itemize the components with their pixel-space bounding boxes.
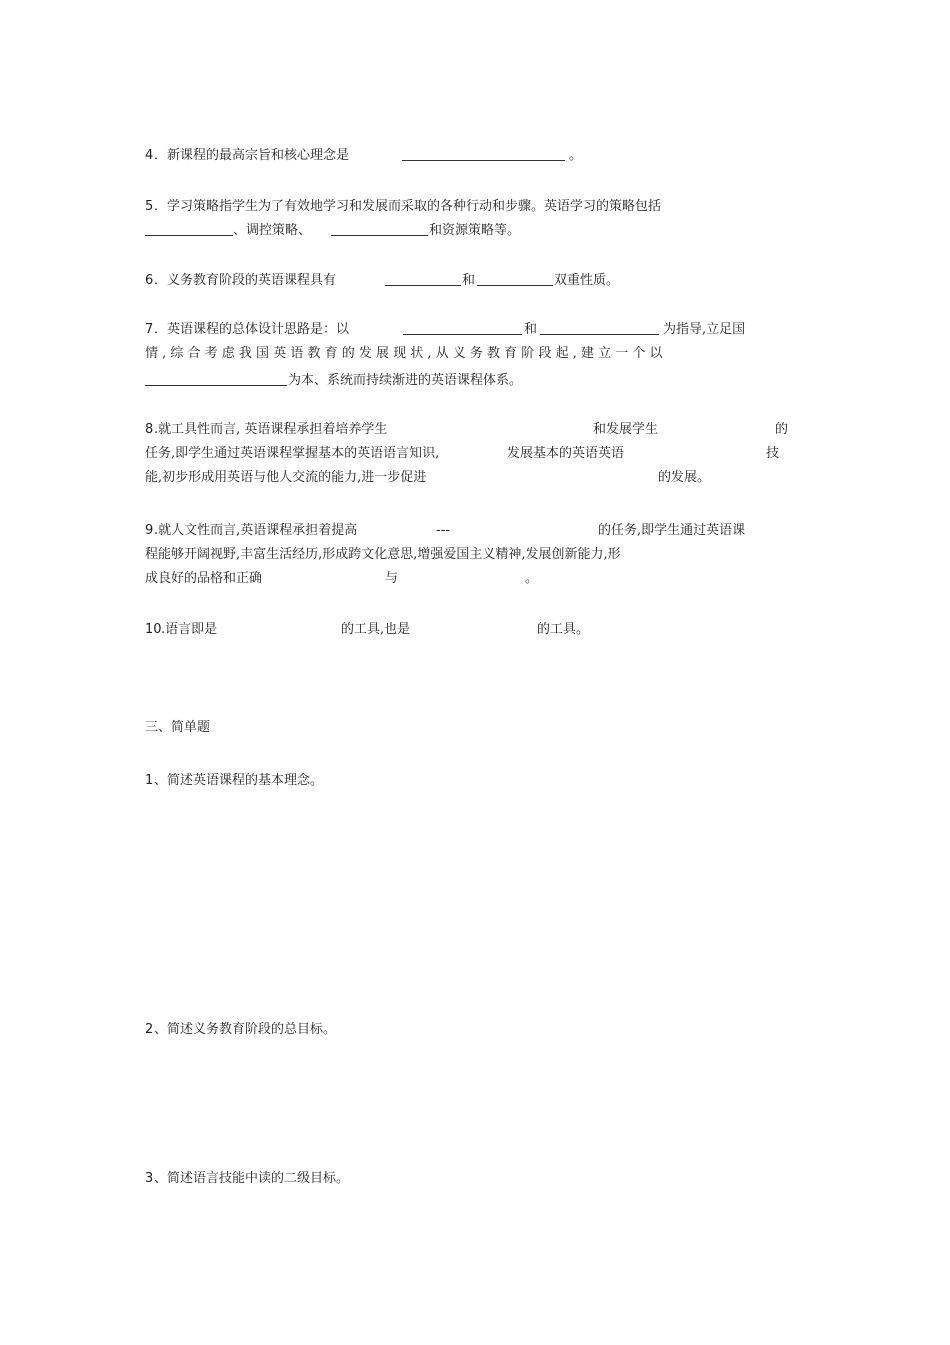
answer-blank[interactable] <box>540 320 659 335</box>
answer-blank[interactable] <box>331 221 428 236</box>
question-text-end: 双重性质。 <box>554 273 620 288</box>
question-text: 、简述英语课程的基本理念。 <box>154 773 324 788</box>
question-text: ．学习策略指学生为了有效地学习和发展而采取的各种行动和步骤。英语学习的策略包括 <box>154 199 662 214</box>
short-question-1 <box>145 771 805 791</box>
question-text: 的工具,也是 <box>341 622 411 637</box>
question-4 <box>145 146 805 166</box>
question-number: 6 <box>145 273 154 288</box>
section-title: 三、简单题 <box>145 720 211 735</box>
question-6 <box>145 271 805 291</box>
question-text-end: 的 <box>775 422 789 437</box>
question-text: 、简述语言技能中读的二级目标。 <box>154 1171 350 1186</box>
question-text: ．英语课程的总体设计思路是：以 <box>154 322 350 337</box>
question-text-end: 。 <box>525 571 539 586</box>
question-text: 成良好的品格和正确 <box>145 571 263 586</box>
answer-blank[interactable] <box>402 146 565 161</box>
short-question-3 <box>145 1169 805 1189</box>
question-number: 4 <box>145 148 154 163</box>
question-text: ．新课程的最高宗旨和核心理念是 <box>154 148 350 163</box>
question-text-end: 的发展。 <box>658 470 711 485</box>
question-5 <box>145 197 805 217</box>
section-heading <box>145 718 805 738</box>
short-question-2 <box>145 1020 805 1040</box>
question-text: 和发展学生 <box>593 422 659 437</box>
answer-blank[interactable] <box>385 271 461 286</box>
question-text: 能,初步形成用英语与他人交流的能力,进一步促进 <box>145 470 427 485</box>
question-text: ．义务教育阶段的英语课程具有 <box>154 273 337 288</box>
answer-blank[interactable] <box>145 371 287 386</box>
question-9-line-3 <box>145 569 805 589</box>
question-number: 7 <box>145 322 154 337</box>
answer-blank[interactable] <box>477 271 553 286</box>
question-text: 技 <box>766 446 780 461</box>
question-8 <box>145 420 805 440</box>
question-number: 5 <box>145 199 154 214</box>
question-number: 3 <box>145 1171 154 1186</box>
question-text: .就人文性而言,英语课程承担着提高 <box>154 523 358 538</box>
question-number: 9 <box>145 523 154 538</box>
question-text-end: 为指导,立足国 <box>663 322 746 337</box>
question-dash: --- <box>436 523 451 538</box>
question-9-line-2 <box>145 545 805 565</box>
question-text-end: 。 <box>569 148 583 163</box>
question-number: 8 <box>145 422 154 437</box>
question-text: 程能够开阔视野,丰富生活经历,形成跨文化意思,增强爱国主义精神,发展创新能力,形 <box>145 547 621 562</box>
question-text: 和 <box>462 273 476 288</box>
question-text: 和 <box>524 322 538 337</box>
question-7 <box>145 320 805 340</box>
question-number: 2 <box>145 1022 154 1037</box>
question-text-end: 为本、系统而持续渐进的英语课程体系。 <box>288 373 523 388</box>
question-text-end: 和资源策略等。 <box>429 223 521 238</box>
question-8-line-2 <box>145 444 805 464</box>
question-text: 任务,即学生通过英语课程掌握基本的英语语言知识, <box>145 446 440 461</box>
question-number: 1 <box>145 773 154 788</box>
question-text: 、简述义务教育阶段的总目标。 <box>154 1022 337 1037</box>
question-text: 的任务,即学生通过英语课 <box>598 523 746 538</box>
question-8-line-3 <box>145 468 805 488</box>
question-text: 情 , 综 合 考 虑 我 国 英 语 教 育 的 发 展 现 状 , 从 义 务 教 育 阶 段 起 , 建 立 一 个 以 <box>145 346 663 361</box>
question-9 <box>145 521 805 541</box>
question-5-line-2 <box>145 221 805 241</box>
question-7-line-3 <box>145 371 805 391</box>
question-number: 10 <box>145 622 162 637</box>
question-text: .语言即是 <box>161 622 218 637</box>
question-text: 发展基本的英语英语 <box>507 446 625 461</box>
question-text: 、调控策略、 <box>233 223 312 238</box>
question-text-end: 的工具。 <box>537 622 590 637</box>
answer-blank[interactable] <box>145 221 233 236</box>
question-7-line-2 <box>145 344 805 364</box>
answer-blank[interactable] <box>403 320 522 335</box>
question-text: 与 <box>385 571 399 586</box>
question-10 <box>145 620 805 640</box>
question-text: .就工具性而言, 英语课程承担着培养学生 <box>154 422 388 437</box>
